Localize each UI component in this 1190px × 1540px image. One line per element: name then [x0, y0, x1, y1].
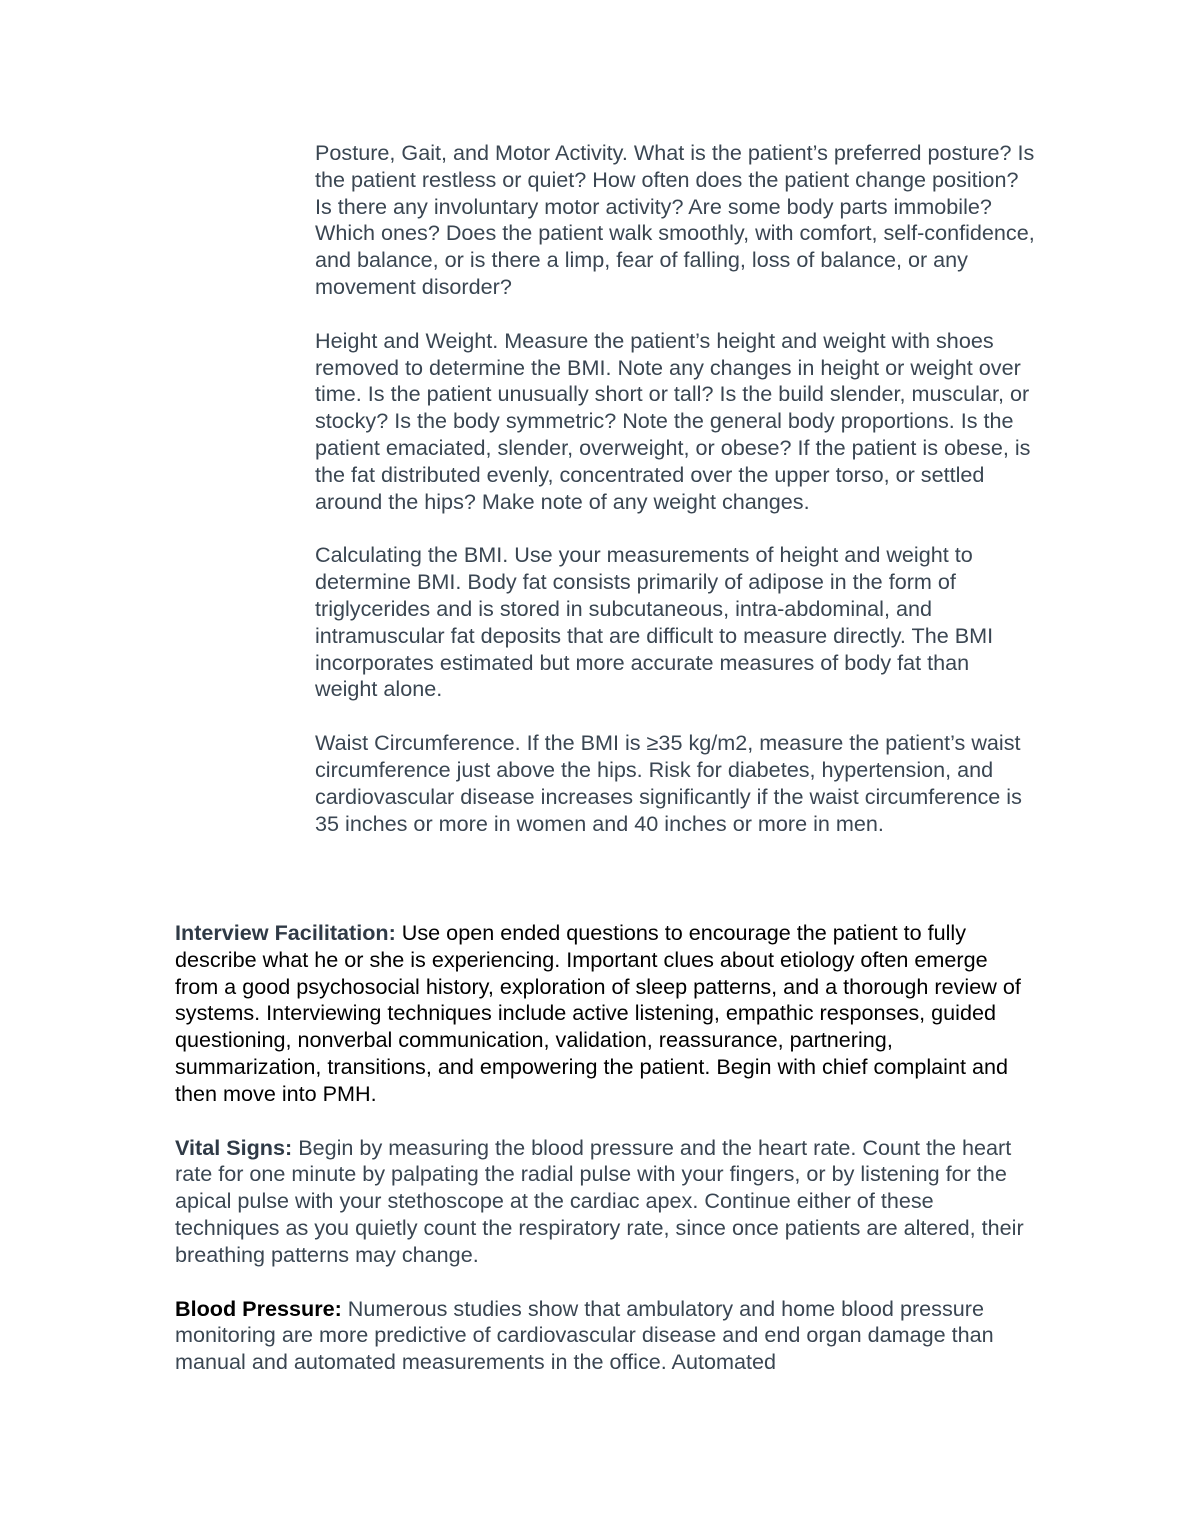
- interview-facilitation-paragraph: [175, 920, 1025, 1108]
- blood-pressure-heading: Blood Pressure:: [175, 1295, 342, 1321]
- waist-circumference-paragraph: Waist Circumference. If the BMI is ≥35 kg/m2, measure the patient’s waist circumference just above the hips. Risk for diabetes, hypertension, and cardiovascular disease increases significantly if the waist circumference is 35 inches or more in women and 40 inches or more in men.: [315, 730, 1022, 836]
- vital-signs-paragraph: [175, 1135, 1025, 1269]
- interview-facilitation-heading: Interview Facilitation:: [175, 920, 396, 945]
- vital-signs-text: Begin by measuring the blood pressure and the heart rate. Count the heart rate for one minute by palpating the radial pulse with your fingers, or by listening for the apical pulse with your stethoscope at the cardiac apex. Continue either of these techniques as you quietly count the respiratory rate, since once patients are altered, their breathing patterns may change.: [175, 1134, 1024, 1267]
- posture-gait-paragraph: Posture, Gait, and Motor Activity. What is the patient’s preferred posture? Is the patient restless or quiet? How often does the patient change position? Is there any involuntary motor activity? Are some body parts immobile? Which ones? Does the patient walk smoothly, with comfort, self-confidence, and balance, or is there a limp, fear of falling, loss of balance, or any movement disorder?: [315, 140, 1035, 299]
- calculating-bmi-paragraph: Calculating the BMI. Use your measurements of height and weight to determine BMI. Body fat consists primarily of adipose in the form of triglycerides and is stored in subcutaneous, intra-abdominal, and intramuscular fat deposits that are difficult to measure directly. The BMI incorporates estimated but more accurate measures of body fat than weight alone.: [315, 542, 994, 702]
- height-weight-paragraph: Height and Weight. Measure the patient’s height and weight with shoes removed to determine the BMI. Note any changes in height or weight over time. Is the patient unusually short or tall? Is the build slender, muscular, or stocky? Is the body symmetric? Note the general body proportions. Is the patient emaciated, slender, overweight, or obese? If the patient is obese, is the fat distributed evenly, concentrated over the upper torso, or settled around the hips? Make note of any weight changes.: [315, 327, 1031, 514]
- vital-signs-heading: Vital Signs:: [175, 1134, 293, 1160]
- interview-facilitation-text: Use open ended questions to encourage the patient to fully describe what he or she is experiencing. Important clues about etiology often emerge from a good psychosocial history, exploration of sleep patterns, and a thorough review of systems. Interviewing techniques include active listening, empathic responses, guided questioning, nonverbal communication, validation, reassurance, partnering, summarization, transitions, and empowering the patient. Begin with chief complaint and then move into PMH.: [175, 920, 1021, 1106]
- blood-pressure-text: Numerous studies show that ambulatory and home blood pressure monitoring are more predictive of cardiovascular disease and end organ damage than manual and automated measurements in the office. Automated: [175, 1295, 994, 1375]
- indented-block: [315, 140, 1035, 837]
- main-block: [175, 920, 1025, 1376]
- blood-pressure-paragraph: [175, 1296, 1025, 1376]
